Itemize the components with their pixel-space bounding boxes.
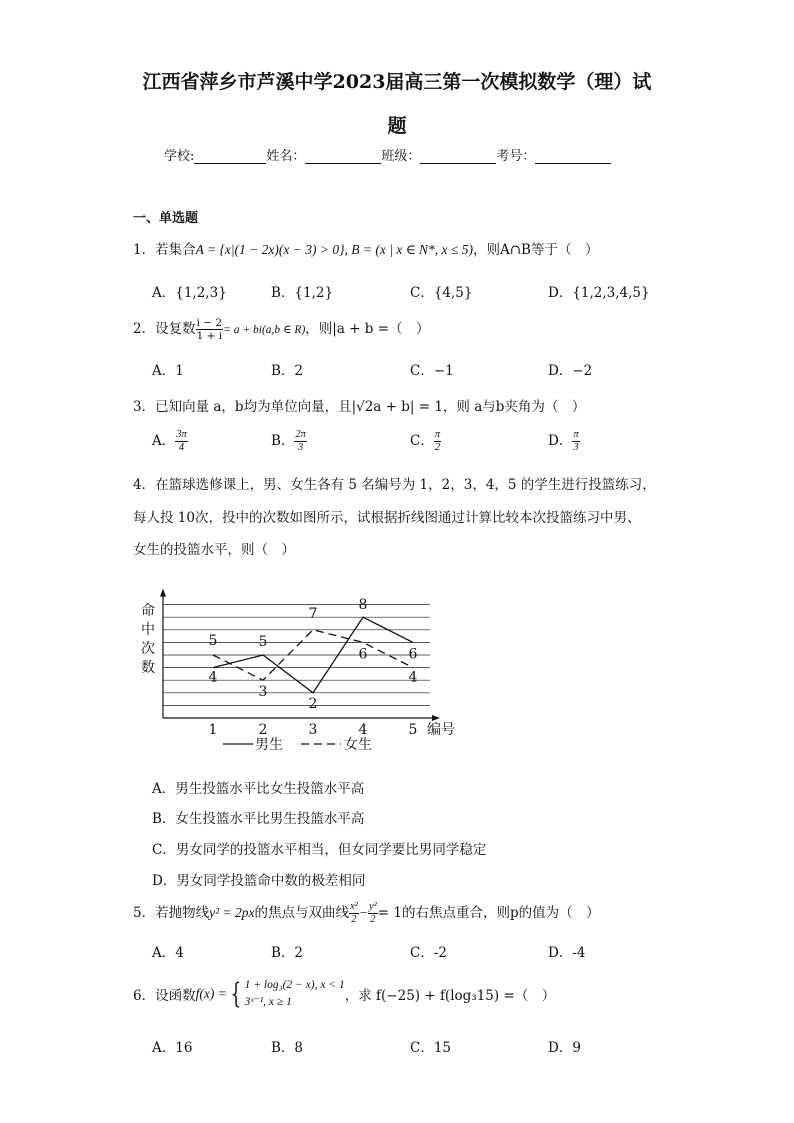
data-label: 5 [258,634,268,650]
q4-option-d[interactable]: D．男女同学投篮命中数的极差相同 [152,873,366,889]
legend-label-girls: 女生 [344,737,372,753]
data-label: 3 [258,684,268,701]
section-heading: 一、单选题 [133,211,199,226]
q2-fraction: $\frac{i - 2}{1 + i}$ [196,317,223,342]
q1-option-d[interactable]: D．{1,2,3,4,5} [548,285,650,301]
q5-frac-2: $\frac{\text{y²}}{2}$ [368,901,377,925]
q2-number: 2．设复数 [133,321,196,337]
q6-option-a[interactable]: A．16 [152,1040,193,1056]
class-blank[interactable] [420,151,496,164]
q6-option-d[interactable]: D．9 [548,1040,581,1056]
legend-label-boys: 男生 [255,737,283,753]
q5-option-d[interactable]: D．-4 [548,945,586,961]
q1-tail: ，则A∩B等于（ ） [472,242,599,258]
school-label: 学校: [164,149,195,164]
data-label: 4 [208,669,218,686]
chart-grid [163,605,430,706]
q3-option-a[interactable]: A． $\frac{3\pi}{4}$ [152,429,187,453]
q2-option-d[interactable]: D．−2 [548,363,593,379]
q6-tail: ，求 f(−25) + f(log₃15) =（ ） [344,988,556,1004]
q5-number: 5．若抛物线 [133,905,210,921]
data-label: 6 [408,646,418,663]
data-label: 4 [408,669,418,686]
q4-option-a[interactable]: A．男生投篮水平比女生投篮水平高 [152,781,365,797]
q3-option-d[interactable]: D． $\frac{\pi}{3}$ [548,429,579,453]
page-title-continued: 题 [387,115,407,137]
q5-frac-1: $\frac{\text{x²}}{2}$ [350,901,358,925]
q5-parabola: y² = 2px [209,905,255,920]
page-title: 江西省萍乡市芦溪中学2023届高三第一次模拟数学（理）试 [142,71,652,93]
q4-option-b[interactable]: B．女生投篮水平比男生投篮水平高 [152,811,365,827]
y-axis-label-char: 中 [141,622,155,638]
x-tick-label: 4 [358,722,368,738]
q6-brace: { [230,977,242,1010]
x-axis-label: 编号 [427,722,455,738]
q2-option-b[interactable]: B．2 [271,363,304,379]
q5-mid: 的焦点与双曲线 [254,905,349,921]
question-4-line-2: 每人投 10次，投中的次数如图所示，试根据折线图通过计算比较本次投篮练习中男、 [133,510,641,526]
q6-option-b[interactable]: B．8 [271,1040,304,1056]
q1-number: 1．若集合 [133,242,196,258]
data-label: 5 [208,633,218,649]
q6-number: 6．设函数 [133,988,196,1004]
q5-option-b[interactable]: B．2 [271,945,304,961]
q6-function: f(x) = [195,986,227,1001]
q6-option-c[interactable]: C．15 [410,1040,452,1056]
x-tick-label: 2 [258,722,268,738]
number-label: 考号： [496,149,536,164]
question-2 [133,317,430,342]
line-chart [130,570,470,760]
question-3: 3．已知向量 a，b均为单位向量，且|√2a + b| = 1，则 a与b夹角为（ ） [133,399,586,415]
name-label: 姓名： [266,149,306,164]
q5-tail: = 1的右焦点重合，则p的值为（ ） [377,905,600,921]
question-4-line-3: 女生的投篮水平，则（ ） [133,542,295,558]
q2-option-a[interactable]: A．1 [152,363,184,379]
data-label: 6 [358,646,368,663]
q2-tail: ，则|a + b =（ ） [305,321,430,337]
number-blank[interactable] [535,151,611,164]
school-blank[interactable] [194,151,266,164]
q1-option-a[interactable]: A．{1,2,3} [152,285,227,301]
name-blank[interactable] [305,151,381,164]
data-label: 7 [308,605,318,622]
header-fields [164,145,611,164]
q3-option-b[interactable]: B． $\frac{2\pi}{3}$ [271,429,306,453]
q1-option-c[interactable]: C．{4,5} [410,285,473,301]
q6-cases: 1 + log₃(2 − x), x < 1 3ˣ⁻¹, x ≥ 1 [244,979,345,1008]
x-tick-label: 3 [308,722,318,738]
q1-option-b[interactable]: B．{1,2} [271,285,334,301]
data-label: 8 [358,597,368,614]
class-label: 班级： [381,149,421,164]
x-tick-label: 1 [208,722,218,738]
question-5: 5．若抛物线y² = 2px的焦点与双曲线 $\frac{\text{x²}}{2}$ − $\frac{\text{y²}}{2}$ = 1的右焦点重合，则p的值为（ ） [133,901,600,925]
y-axis-arrow [160,589,166,597]
q5-option-a[interactable]: A．4 [152,945,184,961]
q5-option-c[interactable]: C．-2 [410,945,447,961]
question-1 [133,238,598,258]
q3-option-c[interactable]: C． $\frac{\pi}{2}$ [410,429,441,453]
q2-equation: = a + bi(a,b ∈ R) [223,324,306,336]
q1-set-b: , B = (x | x ∈ N*, x ≤ 5) [344,242,473,257]
x-tick-label: 5 [408,722,418,738]
y-axis-label-char: 命 [141,603,155,619]
x-axis-arrow [432,715,440,721]
y-axis-label-char: 数 [141,660,155,676]
data-label: 2 [308,695,318,712]
q1-set-a: A = {x|(1 − 2x)(x − 3) > 0} [195,242,345,257]
y-axis-label-char: 次 [141,641,155,657]
q4-option-c[interactable]: C．男女同学的投篮水平相当，但女同学要比男同学稳定 [152,842,487,858]
question-4-line-1: 4．在篮球选修课上，男、女生各有 5 名编号为 1，2，3，4，5 的学生进行投篮练习， [133,477,656,493]
q2-option-c[interactable]: C．−1 [410,363,454,379]
question-6 [133,977,555,1011]
chart-legend [223,736,372,753]
